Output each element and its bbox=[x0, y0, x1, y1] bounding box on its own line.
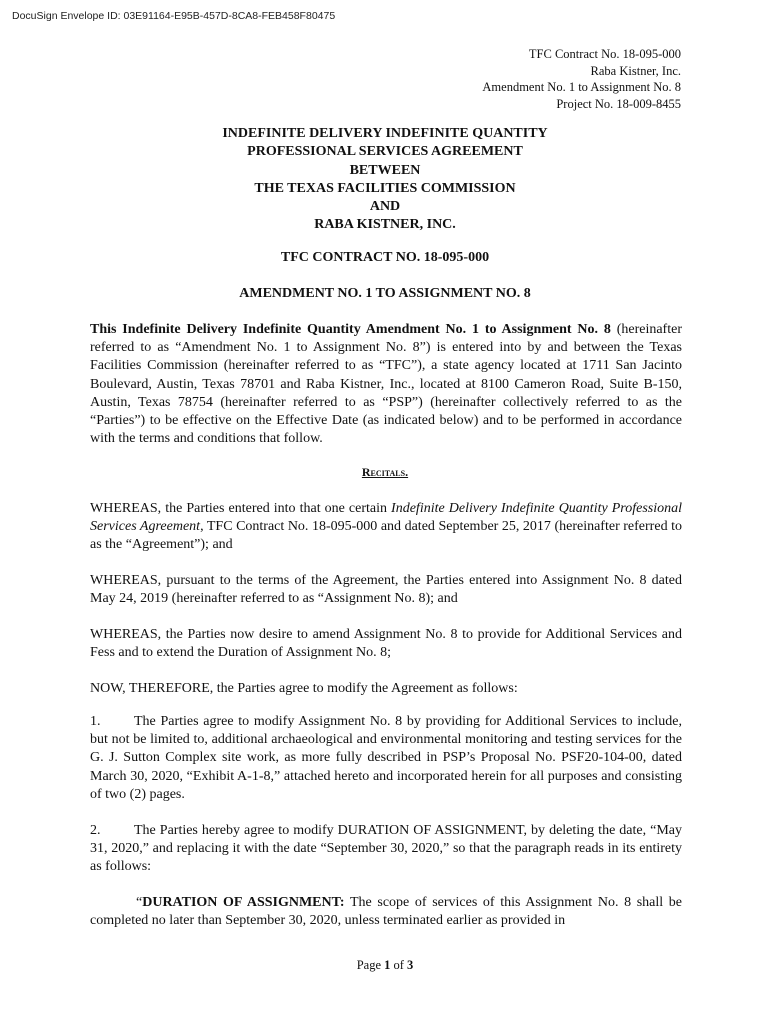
duration-text: The scope of services of this Assignment No. 8 shall be completed no later than September 30, 2020, unless terminated earlier as provided in bbox=[90, 895, 683, 929]
title-line-2: PROFESSIONAL SERVICES AGREEMENT bbox=[247, 144, 523, 160]
recitals-heading: Recitals. bbox=[361, 465, 409, 479]
document-header bbox=[482, 46, 681, 112]
contract-number-heading: TFC CONTRACT NO. 18-095-000 bbox=[280, 250, 490, 265]
page-number: 1 bbox=[384, 958, 391, 972]
item-1-text: The Parties agree to modify Assignment No. 8 by providing for Additional Services to include, but not be limited to, additional archaeological and environmental monitoring and testing services for the G. J. Sutton Complex site work, as more fully described in PSP’s Proposal No. PSF20-104-00, dated March 30, 2020, “Exhibit A-1-8,” attached hereto and incorporated herein for all purposes and consisting of two (2) pages. bbox=[90, 714, 682, 802]
amendment-heading: AMENDMENT NO. 1 TO ASSIGNMENT NO. 8 bbox=[239, 286, 531, 301]
whereas-paragraph-3: WHEREAS, the Parties now desire to amend Assignment No. 8 to provide for Additional Services and Fess and to extend the Duration of Assignment No. 8; bbox=[90, 627, 682, 661]
header-company: Raba Kistner, Inc. bbox=[590, 63, 681, 78]
item-1-number: 1. bbox=[90, 714, 101, 729]
docusign-envelope-id: DocuSign Envelope ID: 03E91164-E95B-457D-8CA8-FEB458F80475 bbox=[12, 10, 336, 22]
item-1-paragraph bbox=[90, 713, 682, 804]
page-word: Page bbox=[356, 958, 385, 972]
whereas-paragraph-2: WHEREAS, pursuant to the terms of the Agreement, the Parties entered into Assignment No. 8 dated May 24, 2019 (hereinafter referred to as “Assignment No. 8); and bbox=[90, 573, 682, 607]
title-line-3: BETWEEN bbox=[349, 162, 421, 178]
whereas-paragraph-1 bbox=[90, 500, 682, 555]
item-2-text: The Parties hereby agree to modify DURATION OF ASSIGNMENT, by deleting the date, “May 31, 2020,” and replacing it with the date “September 30, 2020,” so that the paragraph reads in its entirety as follows: bbox=[90, 823, 682, 875]
page-total: 3 bbox=[407, 958, 414, 972]
header-project-no: Project No. 18-009-8455 bbox=[556, 96, 681, 111]
whereas1-pre: WHEREAS, the Parties entered into that one certain bbox=[90, 501, 392, 516]
title-line-1: INDEFINITE DELIVERY INDEFINITE QUANTITY bbox=[222, 126, 548, 141]
duration-quote-paragraph bbox=[90, 894, 682, 930]
item-2-paragraph bbox=[90, 822, 682, 877]
header-amendment: Amendment No. 1 to Assignment No. 8 bbox=[482, 80, 681, 94]
title-line-6: RABA KISTNER, INC. bbox=[314, 217, 456, 233]
duration-label: DURATION OF ASSIGNMENT: bbox=[142, 895, 345, 910]
intro-text: (hereinafter referred to as “Amendment No. 1 to Assignment No. 8”) is entered into by and between the Texas Facilities Commission (hereinafter referred to as “TFC”), a state agency located at 1711 San Jacinto Boulevard, Austin, Texas 78701 and Raba Kistner, Inc., located at 8100 Cameron Road, Suite B-150, Austin, Texas 78754 (hereinafter referred to as “PSP”) (hereinafter collectively referred to as the “Parties”) to be effective on the Effective Date (as indicated below) and to be performed in accordance with the terms and conditions that follow. bbox=[90, 322, 682, 447]
whereas1-agreement-name: Indefinite Delivery Indefinite Quantity Professional Services Agreement bbox=[90, 501, 682, 535]
now-therefore-paragraph: NOW, THEREFORE, the Parties agree to modify the Agreement as follows: bbox=[90, 681, 518, 696]
intro-paragraph bbox=[90, 321, 682, 448]
whereas1-post: , TFC Contract No. 18-095-000 and dated September 25, 2017 (hereinafter referred to as the “Agreement”); and bbox=[90, 519, 682, 553]
agreement-title bbox=[90, 125, 680, 235]
intro-bold-lead: This Indefinite Delivery Indefinite Quantity Amendment No. 1 to Assignment No. 8 bbox=[90, 322, 611, 337]
title-line-5: AND bbox=[369, 199, 401, 215]
item-2-number: 2. bbox=[90, 823, 101, 838]
header-contract-no: TFC Contract No. 18-095-000 bbox=[528, 47, 681, 61]
of-word: of bbox=[390, 958, 408, 972]
quote-open: “ bbox=[136, 895, 143, 910]
page-footer bbox=[90, 958, 680, 973]
title-line-4: THE TEXAS FACILITIES COMMISSION bbox=[254, 180, 516, 196]
